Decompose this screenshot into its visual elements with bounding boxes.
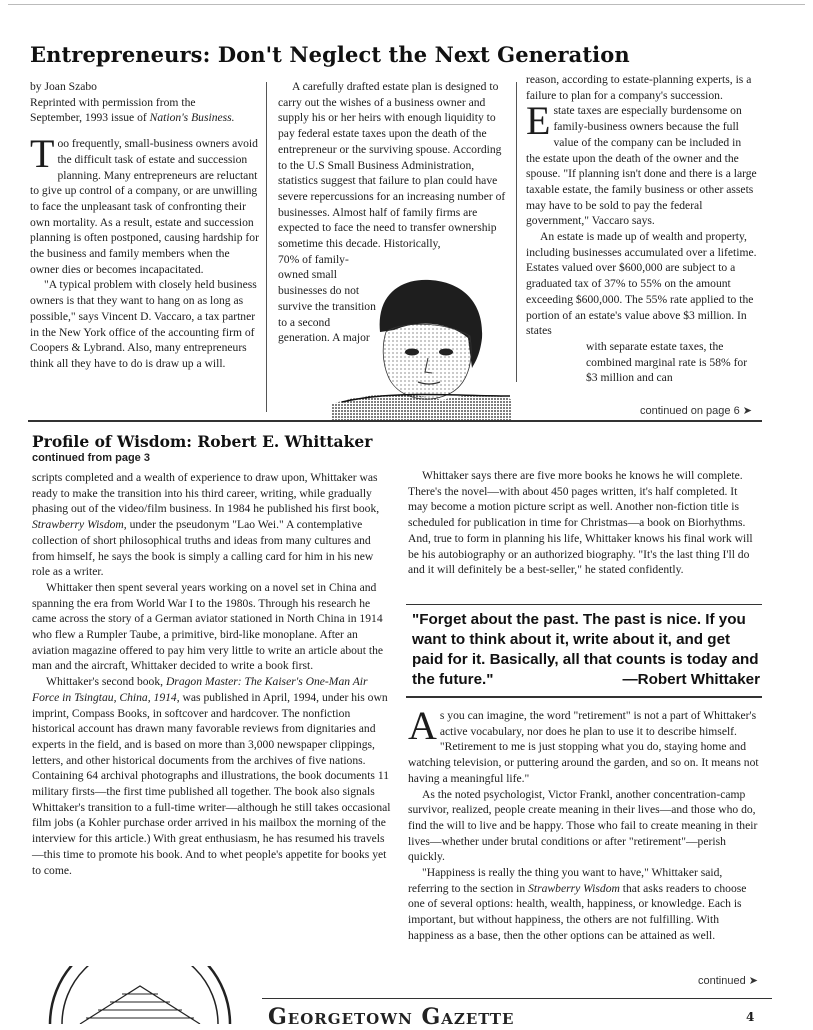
book-title: Strawberry Wisdom	[32, 518, 124, 532]
paragraph	[408, 865, 760, 944]
paragraph	[30, 131, 260, 277]
paragraph: with separate estate taxes, the combined marginal rate is 58% for $3 million and can	[586, 339, 748, 385]
continued-from-page-3: continued from page 3	[32, 452, 150, 464]
paragraph-text: that asks readers to choose one of several options: health, wealth, happiness, or knowledge. Each is important, but without happiness, the others are not fulfilling. With happiness as a base, then the other options can be attained as well.	[408, 881, 747, 942]
book-title: Strawberry Wisdom	[528, 881, 620, 895]
paragraph	[32, 470, 394, 580]
paragraph	[408, 703, 760, 787]
paragraph-text: , was published in April, 1994, under his own imprint, Compass Books, in softcover and hardcover. The nonfiction historical account has drawn many favorable reviews from dignitaries and experts in the field, and is based on more than 3,000 newspaper clippings, letters, and other historical documents from the archives of five nations. Containing 64 archival photographs and illustrations, the book documents 11 military firsts—the first time published all together. The book also signals Whittaker's transition to a full-time writer—although he still takes occasional film jobs (a Kohler purchase order arrived in his mailbox the morning of the interview for this article.) With great enthusiasm, he has resumed his travels—this time to promote his book. And to whet people's appetite for books yet to come.	[32, 690, 391, 877]
paragraph: As the noted psychologist, Victor Frankl, another concentration-camp survivor, realized, people create meaning in their lives—and those who do, find the will to live and be happy. Those who fail to create meaning in their lives—whether under brutal conditions or after "retirement"—perish quickly.	[408, 787, 758, 864]
pull-quote-attribution: —Robert Whittaker	[622, 671, 760, 688]
paragraph-text: Whittaker's second book,	[46, 675, 166, 689]
drop-cap: E	[526, 98, 551, 144]
article1-column-3	[526, 72, 758, 386]
paragraph: An estate is made up of wealth and property, including businesses accumulated over a lifetime. Estates valued over $600,000 are subject to a graduated tax of 37% to 55% on the amount exceeding $600,000. The 55% rate applied to the portion of an estate's value above $3 million. In states	[526, 230, 757, 338]
footer-rule	[262, 998, 772, 999]
byline-publication: Nation's Business.	[149, 111, 235, 125]
pullquote-top-rule	[406, 604, 762, 605]
column-divider	[516, 82, 517, 382]
paragraph	[32, 674, 394, 878]
paragraph: "A typical problem with closely held business owners is that they want to hang on as long as possible," says Vincent D. Vaccaro, a tax partner in the New York office of the accounting firm of Coopers & Lybrand. Also, many entrepreneurs think all they have to do is draw up a will.	[30, 278, 257, 370]
paragraph	[526, 98, 758, 229]
paragraph-text: "Happiness is really the thing you want to have," Whittaker said, referring to the section in	[408, 866, 723, 895]
article-headline: Entrepreneurs: Don't Neglect the Next Generation	[30, 42, 630, 67]
continued-link[interactable]: continued ➤	[698, 975, 758, 987]
paragraph: A carefully drafted estate plan is designed to carry out the wishes of a business owner and supply his or her heirs with enough liquidity to pay federal estate taxes upon the death of the entrepreneur or the surviving spouse. According to the U.S Small Business Administration, statistics suggest that failure to plan could have severe repercussions for an increasing number of businesses. Almost half of family firms are expected to face the need to transfer ownership sometime this decade. Historically,	[278, 80, 506, 251]
paragraph-text: , under the pseudonym "Lao Wei." A contemplative collection of short philosophical truths and ideas from many cultures and from himself, he says the book is simply a calling card for him in his new role as a writer.	[32, 518, 374, 579]
byline-author: by Joan Szabo	[30, 80, 97, 93]
article2-right-column-top	[408, 468, 760, 578]
paragraph: Whittaker says there are five more books he knows he will complete. There's the novel—with about 450 pages written, it's half completed. It may become a motion picture script as well. Another non-fiction title is scheduled for publication in time for Christmas—a book on Biorhythms. And, true to form in planning his life, Whittaker knows his final work will be his autobiography or an authorized biography. "It's the last thing I'll do and it will definitely be a best-seller," he stated confidently.	[408, 469, 753, 577]
book-title: Dragon Master: The Kaiser's One-Man Air Force in Tsingtau, China, 1914	[32, 675, 368, 704]
paragraph-text: oo frequently, small-business owners avoid the difficult task of estate and succession planning. Many entrepreneurs are reluctant to give up control of a company, or are unwilling to face the unpleasant task of confronting their own mortality. As a result, estate and succession planning is often postponed, causing hardship for the business and family members when the owner dies or becomes incapacitated.	[30, 137, 259, 276]
paragraph: Whittaker then spent several years working on a novel set in China and spanning the era from World War I to the 1980s. Through his research he came across the story of a German aviator stationed in North China in 1914 who flew a Rumpler Taube, a primitive, bird-like monoplane. After an aviation magazine offered to pay him very little to write an article about the man and the aircraft, Whittaker decided to write a book first.	[32, 580, 384, 673]
paragraph: reason, according to estate-planning experts, is a failure to plan for a company's succession.	[526, 73, 752, 102]
pull-quote-text: "Forget about the past. The past is nice. If you want to think about it, write about it, and get paid for it. Basically, all that counts is today and the future."	[412, 611, 759, 688]
gazette-seal-logo	[40, 966, 240, 1024]
byline-issue: September, 1993 issue of	[30, 111, 150, 125]
byline	[30, 79, 260, 126]
paragraph-text: state taxes are especially burdensome on family-business owners because the full value of the company can be included in the estate upon the death of the owner and the spouse. "If planning isn't done and there is a large taxable estate, the family business or other assets may have to be sold to pay the federal government," Vaccaro says.	[526, 104, 757, 228]
article2-left-column	[32, 470, 394, 878]
pull-quote	[412, 610, 760, 690]
article2-right-column-bottom	[408, 703, 760, 944]
paragraph-text: scripts completed and a wealth of experience to draw upon, Whittaker was ready to make the transition into his third career, writing, while gradually phasing out of the video/film business. In 1984 he published his first book,	[32, 471, 380, 516]
top-rule	[8, 4, 805, 5]
profile-title: Profile of Wisdom: Robert E. Whittaker	[32, 432, 373, 451]
drop-cap: T	[30, 131, 55, 177]
pullquote-bottom-rule	[406, 696, 762, 698]
article1-column-1	[30, 79, 260, 372]
page-number: 4	[746, 1010, 755, 1024]
section-divider	[28, 420, 762, 422]
masthead: Georgetown Gazette	[268, 1004, 515, 1030]
child-portrait-illustration	[332, 272, 512, 420]
drop-cap: A	[408, 703, 437, 748]
paragraph: 70% of family-owned small businesses do not survive the transition to a second generation. A major	[278, 252, 376, 345]
column-divider	[266, 82, 267, 412]
continued-on-page-6-link[interactable]: continued on page 6 ➤	[640, 405, 752, 417]
byline-reprint: Reprinted with permission from the	[30, 95, 196, 109]
paragraph-text: s you can imagine, the word "retirement" is not a part of Whittaker's active vocabulary, nor does he plan to use it to describe himself. "Retirement to me is just stopping what you do, staying home and watching television, or puttering around the garden, and so on. It means not having a meaningful life."	[408, 709, 759, 785]
